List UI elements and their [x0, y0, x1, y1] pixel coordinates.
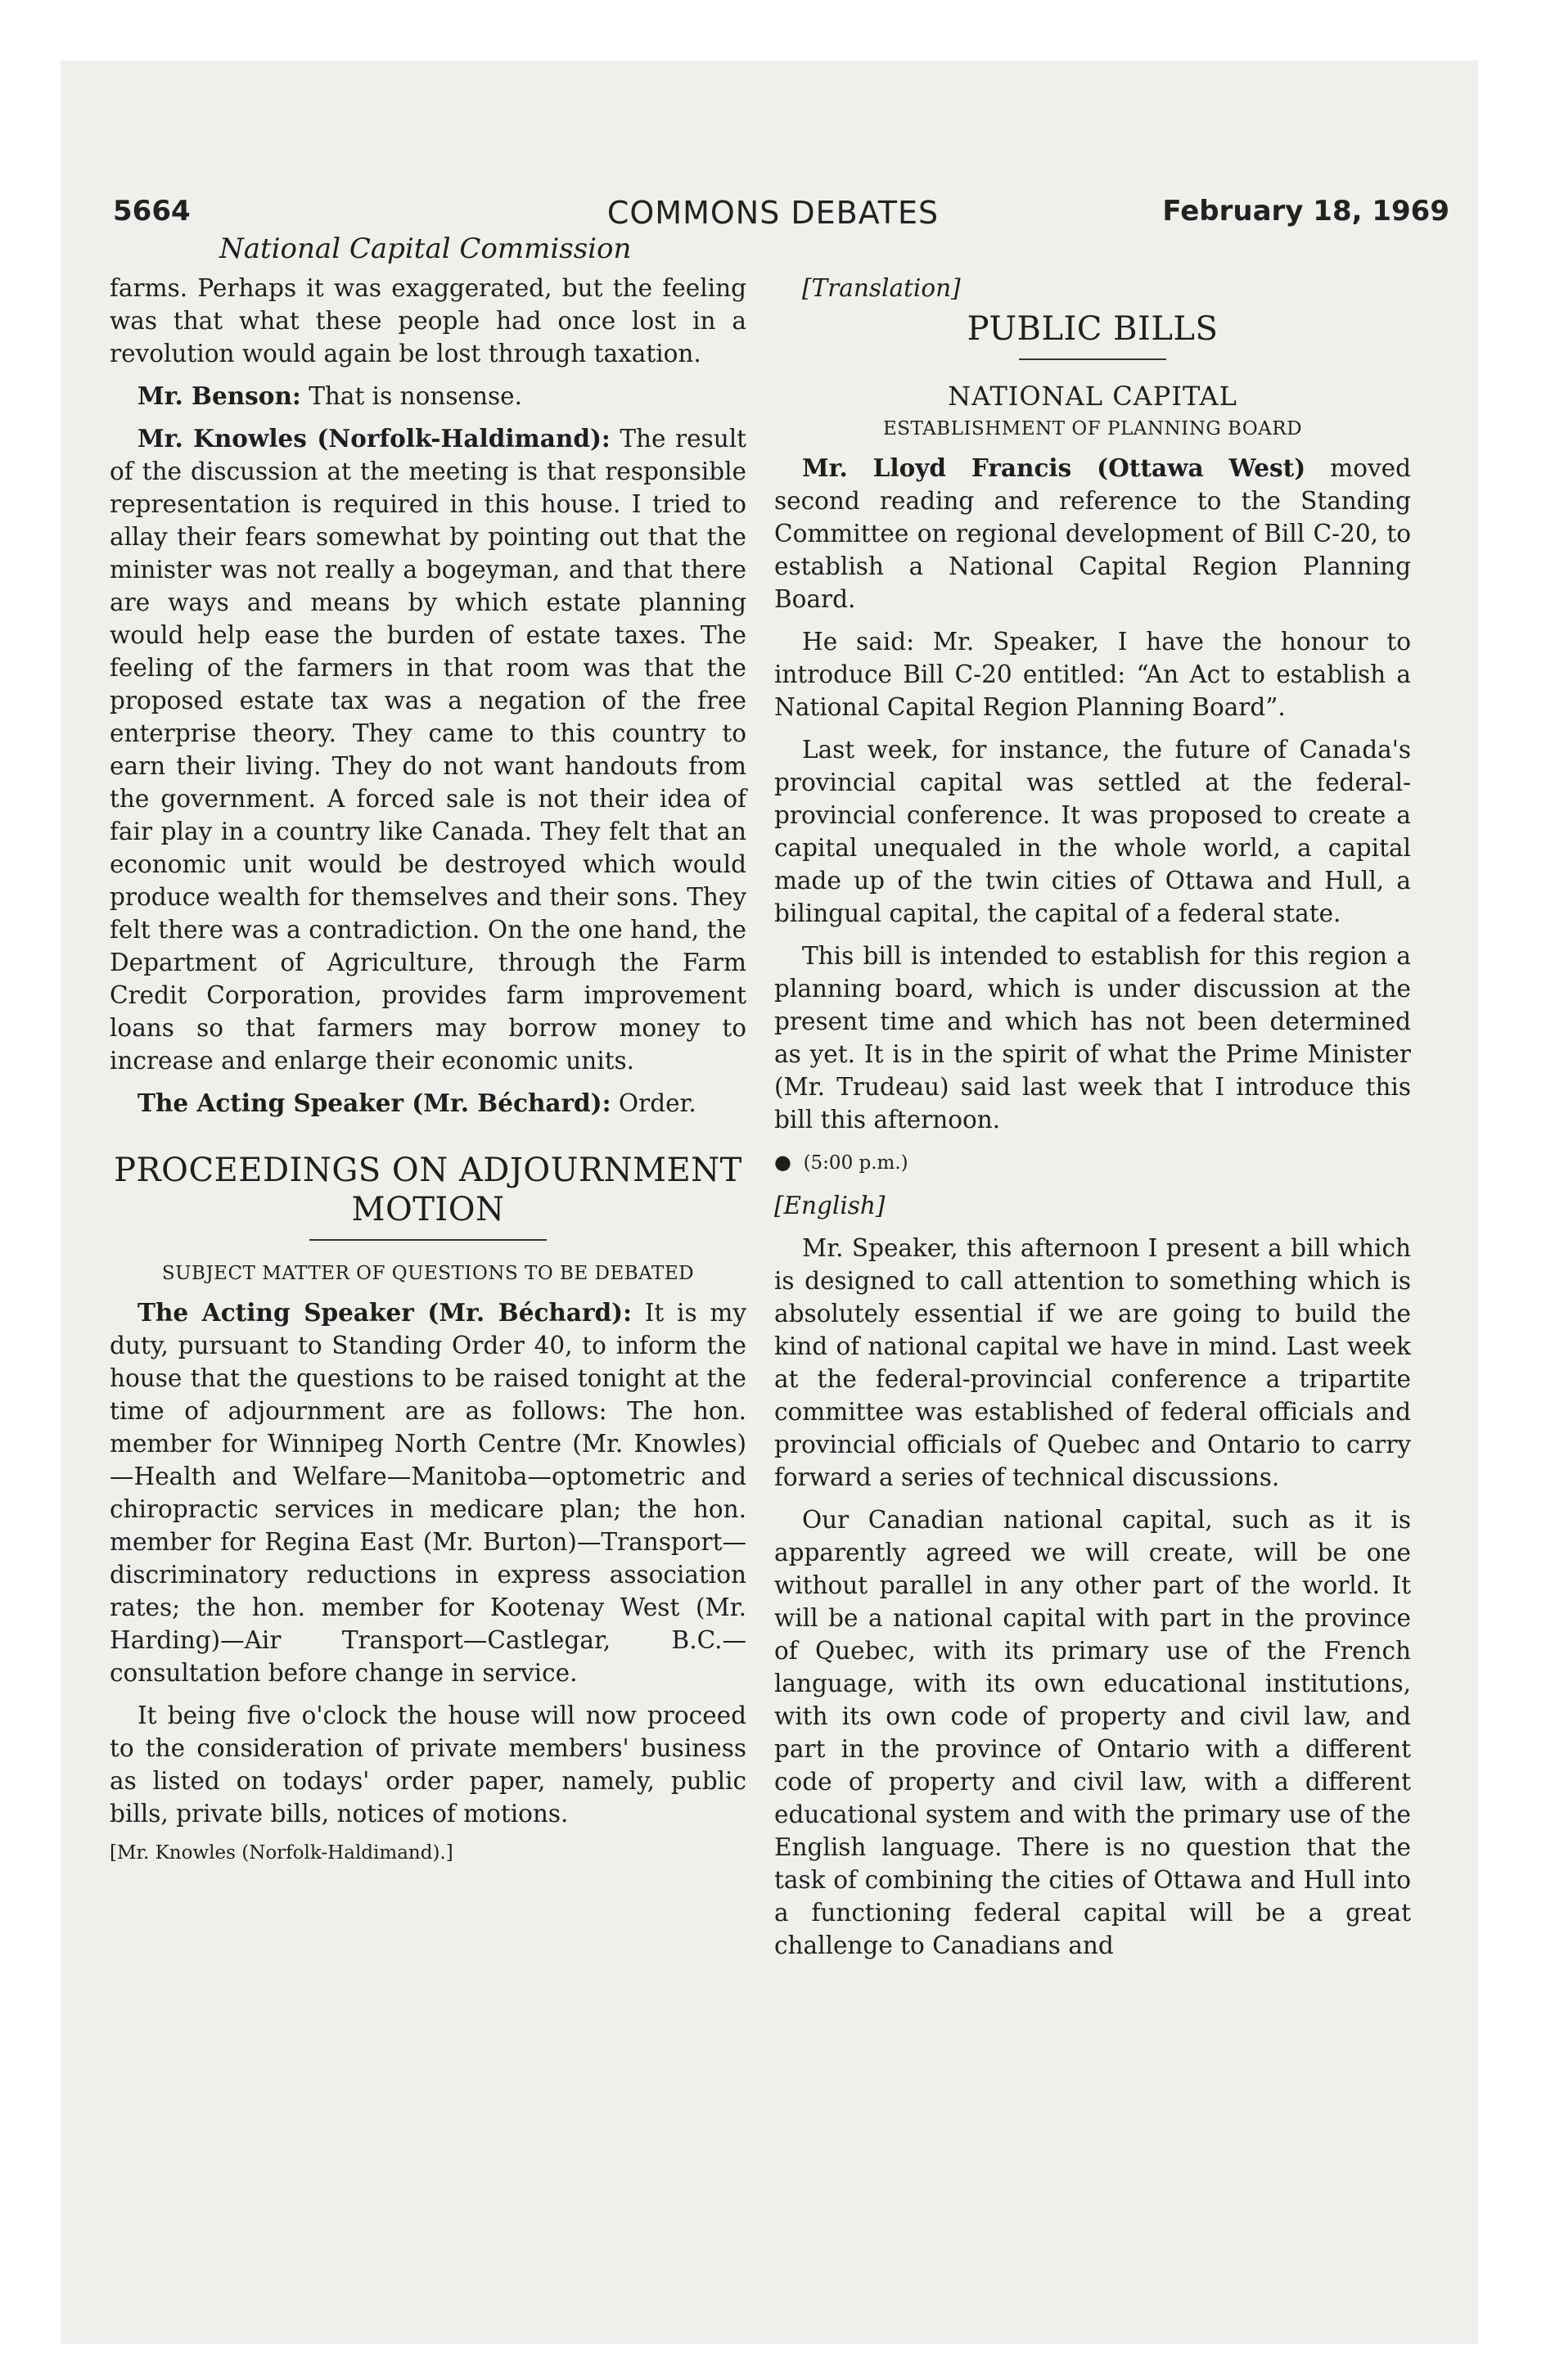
speaker-name: Mr. Lloyd Francis (Ottawa West): [802, 453, 1306, 482]
heading-rule: [1019, 358, 1166, 360]
paragraph: [110, 380, 746, 412]
page-footer-note: [Mr. Knowles (Norfolk-Haldimand).]: [110, 1842, 453, 1864]
paragraph: [110, 1296, 746, 1689]
subsection-heading: NATIONAL CAPITAL: [948, 381, 1237, 412]
paragraph: Last week, for instance, the future of Canada's provincial capital was settled at the federal-provincial conference. It was proposed to create a capital unequaled in the whole world, a capital made up of the twin cities of Ottawa and Hull, a bilingual capital, the capital of a federal state.: [774, 736, 1411, 927]
heading-rule: [309, 1239, 547, 1241]
paragraph: farms. Perhaps it was exaggerated, but the feeling was that what these people had once lost in a revolution would again be lost through taxation.: [110, 274, 746, 367]
page-date: February 18, 1969: [1162, 195, 1449, 228]
paragraph: [110, 422, 746, 1077]
speech-text: Order.: [611, 1089, 696, 1117]
time-marker: ● (5:00 p.m.): [774, 1151, 908, 1174]
paragraph: Our Canadian national capital, such as it is apparently agreed we will create, will be one without parallel in any other part of the world. It will be a national capital with part in the province of Quebec, with its primary use of the French language, with its own educational institutions, with its own code of property and civil law, and part in the province of Ontario with a different code of property and civil law, with a different educational system and with the primary use of the English language. There is no question that the task of combining the cities of Ottawa and Hull into a functioning federal capital will be a great challenge to Canadians and: [774, 1506, 1411, 1959]
translation-tag: [Translation]: [802, 274, 961, 302]
speaker-name: The Acting Speaker (Mr. Béchard):: [137, 1298, 633, 1327]
paragraph: [110, 1087, 746, 1120]
paragraph: It being five o'clock the house will now proceed to the consideration of private members' business as listed on todays' order paper, namely, public bills, private bills, notices of motions.: [110, 1702, 746, 1828]
speech-text: It is my duty, pursuant to Standing Order 40, to inform the house that the questions to be raised tonight at the time of adjournment are as follows: The hon. member for Winnipeg North Centre (Mr. Knowles)—Health and Welfare—Manitoba—optometric and chiropractic services in medicare plan; the hon. member for Regina East (Mr. Burton)—Transport—discriminatory reductions in express association rates; the hon. member for Kootenay West (Mr. Harding)—Air Transport—Castlegar, B.C.—consultation before change in service.: [110, 1299, 746, 1687]
section-heading: PROCEEDINGS ON ADJOURNMENT MOTION: [114, 1152, 742, 1228]
paragraph: He said: Mr. Speaker, I have the honour to introduce Bill C-20 entitled: “An Act to establish a National Capital Region Planning Board”.: [774, 628, 1411, 721]
section-heading: PUBLIC BILLS: [967, 310, 1219, 348]
left-column: [110, 272, 746, 1866]
speech-text: moved second reading and reference to the Standing Committee on regional development of Bill C-20, to establish a National Capital Region Planning Board.: [774, 454, 1411, 613]
speaker-name: Mr. Knowles (Norfolk-Haldimand):: [137, 424, 611, 453]
speech-text: The result of the discussion at the meeting is that responsible representation is required in this house. I tried to allay their fears somewhat by pointing out that the minister was not really a bogeyman, and that there are ways and means by which estate planning would help ease the burden of estate taxes. The feeling of the farmers in that room was that the proposed estate tax was a negation of the free enterprise theory. They came to this country to earn their living. They do not want handouts from the government. A forced sale is not their idea of fair play in a country like Canada. They felt that an economic unit would be destroyed which would produce wealth for themselves and their sons. They felt there was a contradiction. On the one hand, the Department of Agriculture, through the Farm Credit Corporation, provides farm improvement loans so that farmers may borrow money to increase and enlarge their economic units.: [110, 425, 746, 1075]
paragraph: [774, 452, 1411, 615]
publication-title: COMMONS DEBATES: [606, 195, 940, 231]
speech-text: That is nonsense.: [300, 382, 522, 410]
right-column: [774, 272, 1411, 1972]
subsection-subheading: ESTABLISHMENT OF PLANNING BOARD: [882, 418, 1303, 439]
running-head: National Capital Commission: [219, 232, 632, 265]
paragraph: This bill is intended to establish for this region a planning board, which is under discussion at the present time and which has not been determined as yet. It is in the spirit of what the Prime Minister (Mr. Trudeau) said last week that I introduce this bill this afternoon.: [774, 942, 1411, 1134]
speaker-name: The Acting Speaker (Mr. Béchard):: [137, 1089, 611, 1117]
language-tag: [English]: [774, 1192, 886, 1219]
page-number: 5664: [113, 195, 191, 228]
subsection-heading: SUBJECT MATTER OF QUESTIONS TO BE DEBATED: [161, 1263, 695, 1284]
speaker-name: Mr. Benson:: [137, 381, 301, 410]
bullet-icon: ●: [774, 1151, 791, 1174]
paragraph: Mr. Speaker, this afternoon I present a bill which is designed to call attention to something which is absolutely essential if we are going to build the kind of national capital we have in mind. Last week at the federal-provincial conference a tripartite committee was established of federal officials and provincial officials of Quebec and Ontario to carry forward a series of technical discussions.: [774, 1234, 1411, 1491]
